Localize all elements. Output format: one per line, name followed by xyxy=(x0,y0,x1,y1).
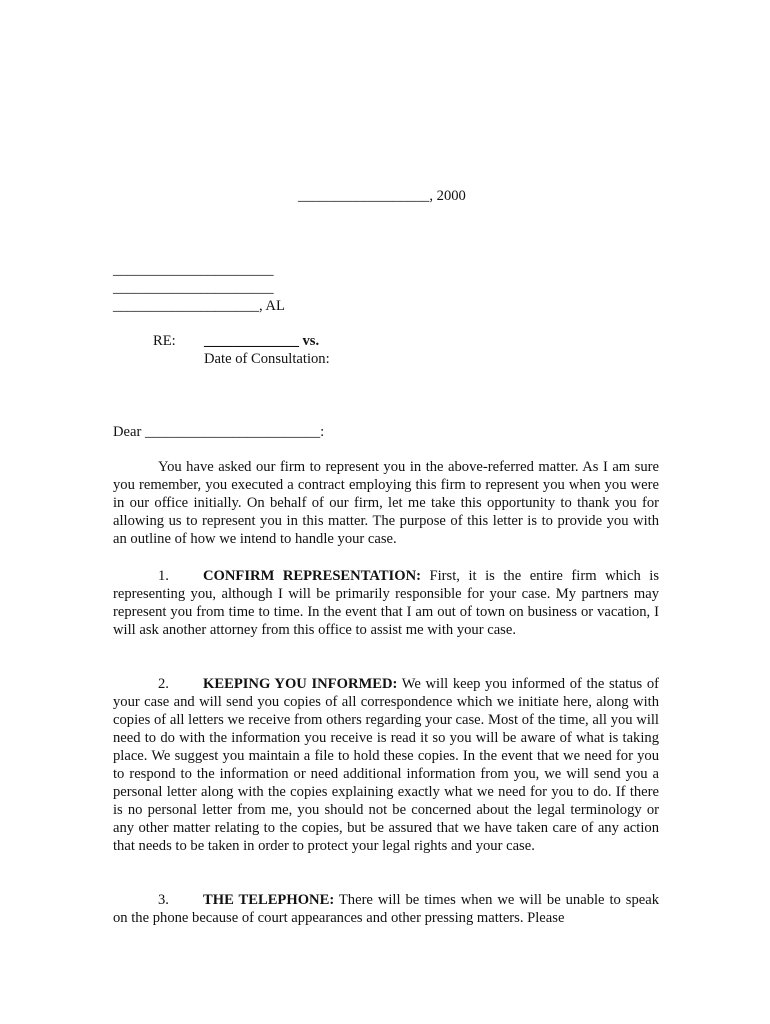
section-2-number: 2. xyxy=(158,676,169,692)
intro-text: You have asked our firm to represent you in the above-referred matter. As I am sure you remember, you executed a contract employing this firm to represent you when you were in our office initially. On behalf of our firm, let me take this opportunity to thank you for allowing us to represent you in this matter. The purpose of this letter is to provide you with an outline of how we intend to handle your case. xyxy=(113,459,659,547)
section-3-heading: THE TELEPHONE: xyxy=(203,892,335,908)
section-1 xyxy=(113,567,659,639)
section-1-body: First, it is the entire firm which is representing you, although I will be primarily responsible for your case. My partners may represent you from time to time. In the event that I am out of town on business or vacation, I will ask another attorney from this office to assist me with your case. xyxy=(113,568,659,638)
date-line: __________________, 2000 xyxy=(298,188,466,204)
section-3-body: There will be times when we will be unable to speak on the phone because of court appearances and other pressing matters. Please xyxy=(113,892,659,926)
section-1-number: 1. xyxy=(158,568,169,584)
salutation: Dear ________________________: xyxy=(113,424,325,440)
re-case-title: _____________ vs. xyxy=(204,333,320,349)
re-consultation-date: Date of Consultation: xyxy=(204,351,330,367)
section-2 xyxy=(113,675,659,855)
address-line-2: ______________________ xyxy=(113,280,274,296)
section-2-heading: KEEPING YOU INFORMED: xyxy=(203,676,398,692)
address-line-3: ____________________, AL xyxy=(113,298,285,314)
section-3 xyxy=(113,891,659,927)
intro-paragraph xyxy=(113,458,659,548)
re-label: RE: xyxy=(153,333,176,349)
section-3-number: 3. xyxy=(158,892,169,908)
section-2-body: We will keep you informed of the status of your case and will send you copies of all correspondence which we initiate here, along with copies of all letters we receive from others regarding your case. Most of the time, all you will need to do with the information you receive is read it so you will be aware of what is taking place. We suggest you maintain a file to hold these copies. In the event that we need for you to respond to the information or need additional information from you, we will send you a personal letter along with the copies explaining exactly what we need for you to do. If there is no personal letter from me, you should not be concerned about the legal terminology or any other matter relating to the copies, but be assured that we have taken care of any action that needs to be taken in order to protect your legal rights and your case. xyxy=(113,676,659,854)
section-1-heading: CONFIRM REPRESENTATION: xyxy=(203,568,421,584)
address-line-1: ______________________ xyxy=(113,262,274,278)
